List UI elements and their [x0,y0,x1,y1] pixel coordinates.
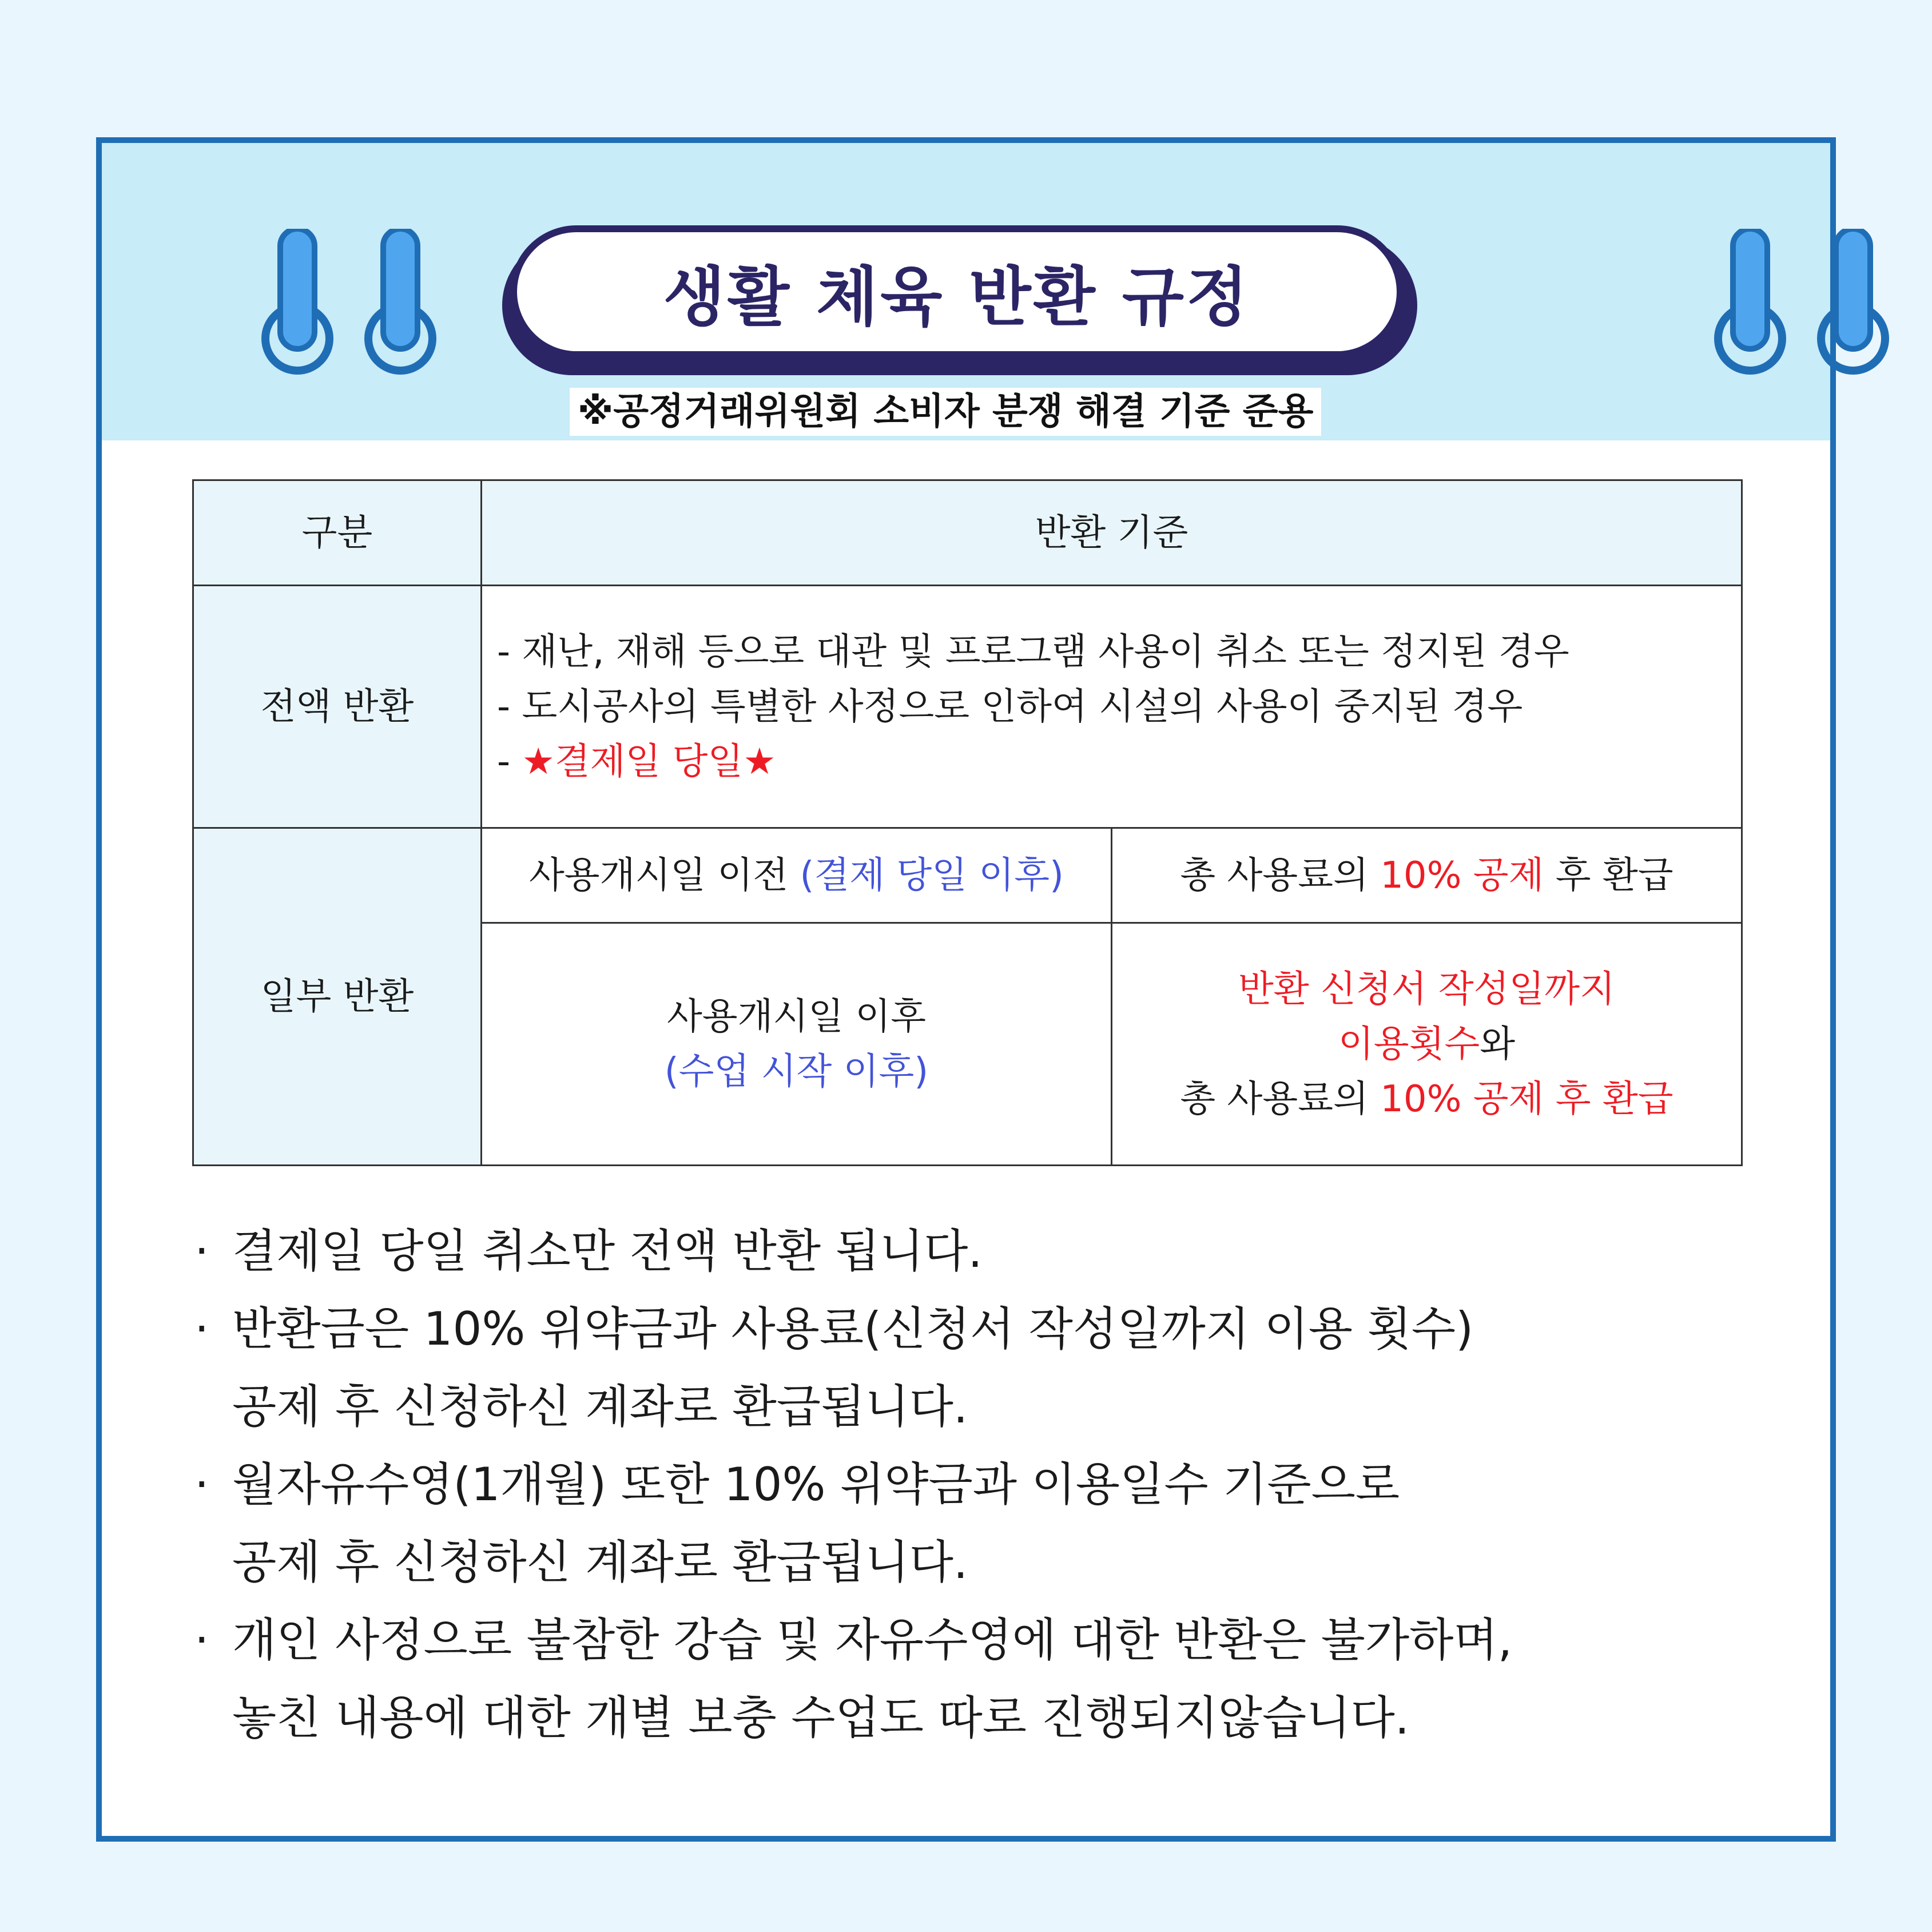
full-refund-line [497,734,1735,789]
full-refund-line: - 도시공사의 특별한 사정으로 인하여 시설의 사용이 중지된 경우 [497,685,1523,728]
table-row-partial-before [193,828,1742,923]
note-line: 결제일 당일 취소만 전액 반환 됩니다. [232,1225,983,1278]
partial-refund-label: 일부 반환 [193,828,482,1166]
payment-day-highlight: ★결제일 당일★ [522,740,776,783]
full-refund-criteria [482,586,1742,828]
rule-line: 반환 신청서 작성일까지 [1238,968,1615,1011]
page-subtitle: ※공정거래위원회 소비자 분쟁 해결 기준 준용 [570,388,1321,436]
full-refund-label: 전액 반환 [193,586,482,828]
binder-ring-icon [1709,229,1932,377]
full-refund-line: - 재난, 재해 등으로 대관 및 프로그램 사용이 취소 또는 정지된 경우 [497,630,1569,673]
table-row-full-refund [193,586,1742,828]
condition-text: 사용개시일 이후 [666,995,927,1038]
rule-line [1118,1017,1735,1072]
note-line: 개인 사정으로 불참한 강습 및 자유수영에 대한 반환은 불가하며, [232,1613,1513,1667]
note-item [194,1601,1739,1757]
condition-text: 사용개시일 이전 [528,854,800,897]
notes-list [194,1213,1739,1757]
note-line: 공제 후 신청하신 계좌로 환급됩니다. [232,1380,968,1433]
header-criteria: 반환 기준 [482,480,1742,586]
rule-suffix: 와 [1480,1023,1516,1066]
note-item [194,1446,1739,1601]
page-title: 생활 체육 반환 규정 [663,260,1251,335]
bullet: · [194,1302,209,1355]
note-line: 반환금은 10% 위약금과 사용료(신청서 작성일까지 이용 횟수) [232,1302,1474,1355]
rule-prefix: 총 사용료의 [1180,1078,1381,1120]
note-line: 공제 후 신청하신 계좌로 환급됩니다. [232,1536,968,1589]
header-category: 구분 [193,480,482,586]
note-line: 월자유수영(1개월) 또한 10% 위약금과 이용일수 기준으로 [232,1458,1400,1511]
title-banner-face [510,225,1404,358]
partial-before-condition [482,828,1112,923]
note-item [194,1213,1739,1290]
partial-before-rule [1112,828,1742,923]
binder-ring-icon [256,229,508,377]
rule-highlight: 10% 공제 [1380,854,1544,897]
bullet: · [194,1613,209,1667]
condition-note: (결제 당일 이후) [800,854,1064,897]
table-header-row [193,480,1742,586]
rule-prefix: 총 사용료의 [1180,854,1381,897]
full-refund-line-prefix: - [497,740,522,783]
bullet: · [194,1225,209,1278]
condition-note: (수업 시작 이후) [664,1050,929,1093]
bullet: · [194,1458,209,1511]
rule-suffix: 후 환급 [1544,854,1673,897]
note-line: 놓친 내용에 대한 개별 보충 수업도 따로 진행되지않습니다. [232,1691,1410,1744]
refund-table [192,479,1743,1166]
rule-highlight: 10% 공제 후 환급 [1380,1078,1673,1120]
partial-after-rule [1112,923,1742,1166]
rule-line [1118,1072,1735,1127]
title-banner [502,225,1417,375]
note-item [194,1290,1739,1446]
rule-highlight: 이용횟수 [1338,1023,1480,1066]
partial-after-condition [482,923,1112,1166]
